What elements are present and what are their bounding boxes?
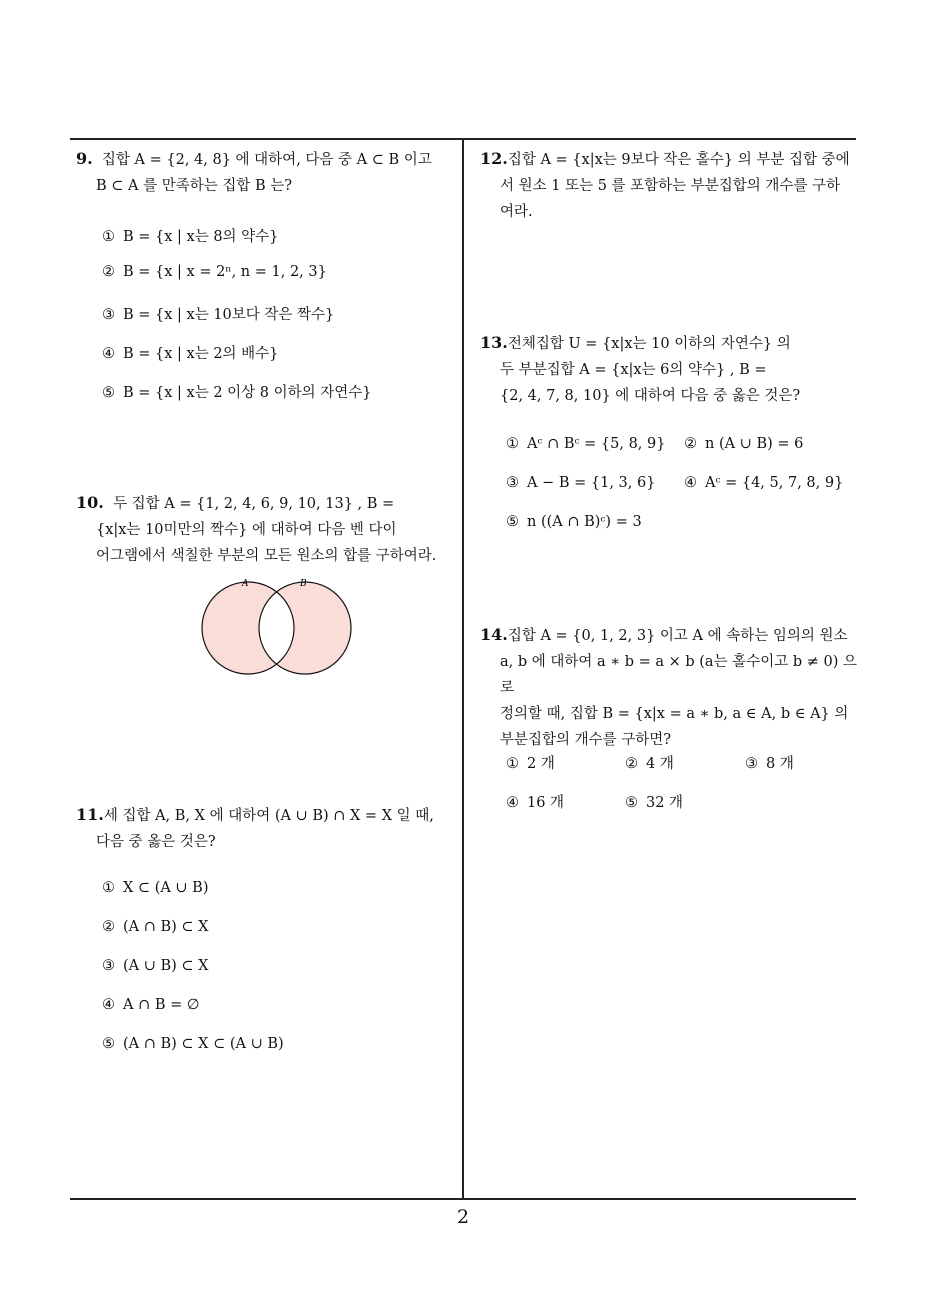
option-mark: ② bbox=[625, 756, 638, 772]
option-text: n ((A ∩ B)ᶜ) = 3 bbox=[527, 514, 642, 530]
question-11-number: 11. bbox=[76, 805, 104, 824]
option-mark: ① bbox=[506, 756, 519, 772]
question-11-stem-2: 다음 중 옳은 것은? bbox=[96, 834, 216, 850]
option-text: B = {x | x는 8의 약수} bbox=[123, 229, 279, 245]
question-14-line1 bbox=[480, 622, 860, 649]
question-14-stem-2: a, b 에 대하여 a ∗ b = a × b (a는 홀수이고 b ≠ 0) 으로 bbox=[500, 654, 857, 696]
question-12-stem-1: 집합 A = {x|x는 9보다 작은 홀수} 의 부분 집합 중에 bbox=[507, 152, 850, 168]
q13-option-2[interactable] bbox=[684, 436, 803, 452]
question-12-number: 12. bbox=[480, 149, 508, 168]
question-12 bbox=[480, 146, 860, 225]
q9-option-1[interactable] bbox=[102, 225, 278, 246]
option-text: 32 개 bbox=[646, 795, 684, 811]
option-mark: ④ bbox=[684, 475, 697, 491]
question-14-stem-3: 정의할 때, 집합 B = {x|x = a ∗ b, a ∈ A, b ∈ A} 의 bbox=[500, 706, 849, 722]
question-9-line1 bbox=[76, 146, 458, 173]
question-10-stem-2: {x|x는 10미만의 짝수} 에 대하여 다음 벤 다이 bbox=[96, 522, 397, 538]
option-text: X ⊂ (A ∪ B) bbox=[123, 880, 209, 896]
option-mark: ③ bbox=[745, 756, 758, 772]
option-mark: ④ bbox=[102, 346, 115, 362]
question-14-number: 14. bbox=[480, 625, 508, 644]
page-number: 2 bbox=[456, 1206, 470, 1228]
question-14-stem-1: 집합 A = {0, 1, 2, 3} 이고 A 에 속하는 임의의 원소 bbox=[507, 628, 848, 644]
option-mark: ⑤ bbox=[102, 1036, 115, 1052]
venn-diagram bbox=[195, 576, 360, 680]
question-9-stem-2: B ⊂ A 를 만족하는 집합 B 는? bbox=[96, 178, 293, 194]
q9-option-2[interactable] bbox=[102, 264, 327, 280]
question-13-number: 13. bbox=[480, 333, 508, 352]
q9-option-4[interactable] bbox=[102, 342, 278, 363]
venn-label-b: B bbox=[300, 579, 307, 589]
q14-option-1[interactable] bbox=[506, 752, 555, 773]
option-mark: ⑤ bbox=[625, 795, 638, 811]
option-mark: ③ bbox=[102, 307, 115, 323]
q14-option-5[interactable] bbox=[625, 791, 683, 812]
option-text: (A ∩ B) ⊂ X bbox=[123, 919, 209, 935]
q14-option-2[interactable] bbox=[625, 752, 674, 773]
q13-option-5[interactable] bbox=[506, 514, 642, 530]
question-13-stem-1: 전체집합 U = {x|x는 10 이하의 자연수} 의 bbox=[507, 336, 791, 352]
q11-option-5[interactable] bbox=[102, 1036, 284, 1052]
option-mark: ④ bbox=[506, 795, 519, 811]
option-mark: ② bbox=[684, 436, 697, 452]
question-12-stem-2: 서 원소 1 또는 5 를 포함하는 부분집합의 개수를 구하 bbox=[500, 178, 841, 194]
option-text: B = {x | x는 2 이상 8 이하의 자연수} bbox=[123, 385, 372, 401]
q14-option-3[interactable] bbox=[745, 752, 794, 773]
q11-option-1[interactable] bbox=[102, 880, 209, 896]
question-11-line1 bbox=[76, 802, 456, 829]
question-10-stem-3: 어그램에서 색칠한 부분의 모든 원소의 합를 구하여라. bbox=[96, 548, 437, 564]
q11-option-2[interactable] bbox=[102, 919, 209, 935]
q11-option-3[interactable] bbox=[102, 958, 209, 974]
bottom-rule bbox=[70, 1198, 856, 1200]
question-13-stem-2: 두 부분집합 A = {x|x는 6의 약수} , B = bbox=[500, 362, 767, 378]
option-mark: ② bbox=[102, 919, 115, 935]
question-10-stem-1: 두 집합 A = {1, 2, 4, 6, 9, 10, 13} , B = bbox=[113, 496, 395, 512]
option-mark: ③ bbox=[102, 958, 115, 974]
question-12-stem-3: 여라. bbox=[500, 204, 533, 220]
column-divider bbox=[462, 139, 464, 1199]
option-text: 4 개 bbox=[646, 756, 674, 772]
q11-option-4[interactable] bbox=[102, 997, 200, 1013]
option-mark: ① bbox=[506, 436, 519, 452]
question-11 bbox=[76, 802, 456, 855]
q13-option-4[interactable] bbox=[684, 475, 843, 491]
question-13-line1 bbox=[480, 330, 860, 357]
option-mark: ⑤ bbox=[102, 385, 115, 401]
question-9-stem-1: 집합 A = {2, 4, 8} 에 대하여, 다음 중 A ⊂ B 이고 bbox=[101, 152, 432, 168]
question-10-number: 10. bbox=[76, 493, 104, 512]
option-text: (A ∩ B) ⊂ X ⊂ (A ∪ B) bbox=[123, 1036, 284, 1052]
question-14-stem-4: 부분집합의 개수를 구하면? bbox=[500, 732, 672, 748]
option-text: (A ∪ B) ⊂ X bbox=[123, 958, 209, 974]
question-12-line1 bbox=[480, 146, 860, 173]
question-10 bbox=[76, 490, 456, 569]
option-text: B = {x | x는 10보다 작은 짝수} bbox=[123, 307, 335, 323]
option-mark: ① bbox=[102, 880, 115, 896]
option-text: A − B = {1, 3, 6} bbox=[527, 475, 656, 491]
option-text: 2 개 bbox=[527, 756, 555, 772]
option-text: 8 개 bbox=[766, 756, 794, 772]
option-text: Aᶜ ∩ Bᶜ = {5, 8, 9} bbox=[527, 436, 666, 452]
question-9 bbox=[76, 146, 458, 199]
option-text: B = {x | x = 2ⁿ, n = 1, 2, 3} bbox=[123, 264, 327, 280]
option-mark: ③ bbox=[506, 475, 519, 491]
option-mark: ① bbox=[102, 229, 115, 245]
option-mark: ④ bbox=[102, 997, 115, 1013]
option-mark: ② bbox=[102, 264, 115, 280]
question-14 bbox=[480, 622, 860, 753]
question-13 bbox=[480, 330, 860, 409]
option-text: Aᶜ = {4, 5, 7, 8, 9} bbox=[705, 475, 844, 491]
option-text: B = {x | x는 2의 배수} bbox=[123, 346, 279, 362]
q14-option-4[interactable] bbox=[506, 791, 564, 812]
option-text: n (A ∪ B) = 6 bbox=[705, 436, 804, 452]
option-mark: ⑤ bbox=[506, 514, 519, 530]
option-text: A ∩ B = ∅ bbox=[123, 997, 200, 1013]
q13-option-1[interactable] bbox=[506, 436, 665, 452]
question-11-stem-1: 세 집합 A, B, X 에 대하여 (A ∪ B) ∩ X = X 일 때, bbox=[103, 808, 434, 824]
q13-option-3[interactable] bbox=[506, 475, 655, 491]
question-13-stem-3: {2, 4, 7, 8, 10} 에 대하여 다음 중 옳은 것은? bbox=[500, 388, 801, 404]
q9-option-3[interactable] bbox=[102, 303, 334, 324]
question-9-number: 9. bbox=[76, 149, 93, 168]
q9-option-5[interactable] bbox=[102, 381, 372, 402]
option-text: 16 개 bbox=[527, 795, 565, 811]
question-10-line1 bbox=[76, 490, 456, 517]
venn-label-a: A bbox=[242, 579, 249, 589]
